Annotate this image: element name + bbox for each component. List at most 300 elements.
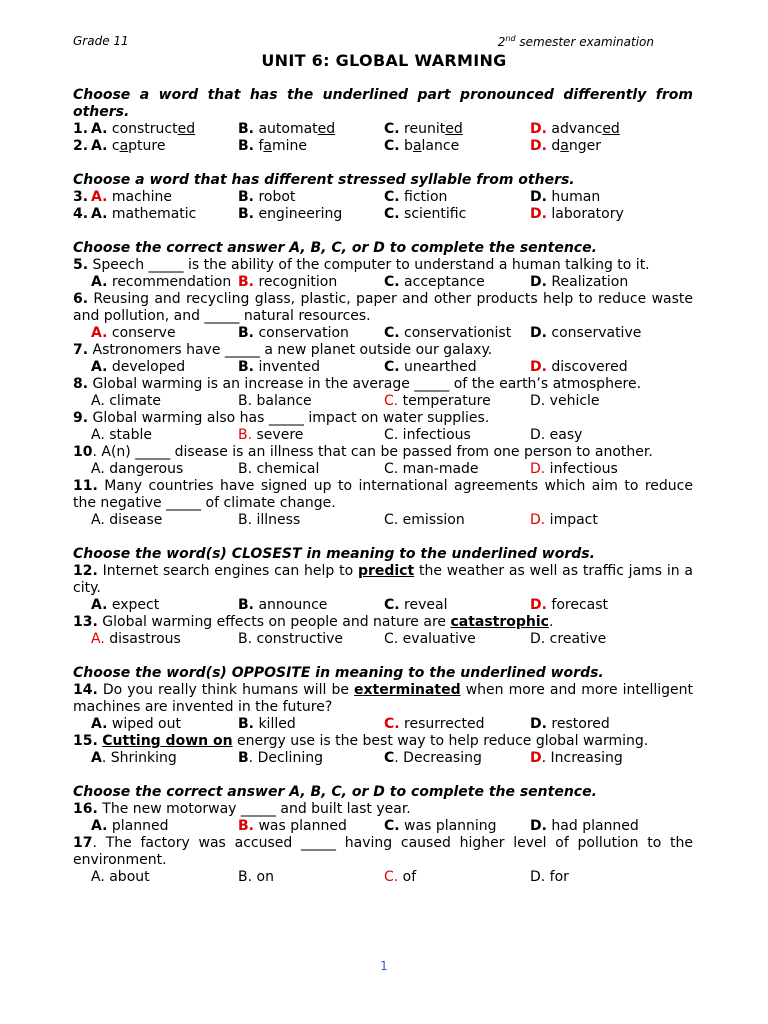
option-text: Realization: [546, 274, 629, 290]
option-text: emission: [398, 512, 465, 528]
question-number: 8.: [73, 376, 89, 392]
options-row: [73, 393, 693, 410]
answer-option: [238, 325, 384, 342]
underlined-word: Cutting down on: [102, 733, 233, 749]
question-text-post: the weather as well as traffic jams in a city.: [73, 563, 693, 596]
question-stem: [73, 291, 693, 325]
question-text-post: when more and more intelligent machines are invented in the future?: [73, 682, 694, 715]
answer-option: [238, 427, 384, 444]
options-row: [73, 750, 693, 767]
answer-option: [238, 750, 384, 767]
option-text: announce: [254, 597, 328, 613]
header-grade: Grade 11: [73, 34, 129, 48]
answer-option: [238, 716, 384, 733]
option-text: was planning: [399, 818, 497, 834]
question-stem: [73, 478, 693, 512]
question-number: [73, 512, 91, 529]
option-letter: A.: [91, 597, 108, 613]
answer-option: [238, 393, 384, 410]
option-text: engineering: [254, 206, 343, 222]
option-letter: B.: [238, 869, 253, 885]
options-row: [73, 325, 693, 342]
option-letter: B.: [238, 818, 254, 834]
section-instruction: Choose the correct answer A, B, C, or D to complete the sentence.: [73, 240, 597, 256]
option-text: climate: [104, 393, 162, 409]
question-number: [73, 818, 91, 835]
option-letter: C.: [384, 461, 399, 477]
options-row: [73, 818, 693, 835]
question-number: [73, 427, 91, 444]
option-text: constructive: [252, 631, 344, 647]
answer-option: B. famine: [238, 138, 307, 154]
options-row: [73, 189, 693, 206]
question-text: Reusing and recycling glass, plastic, paper and other products help to reduce waste and pollution, and _____ natural resources.: [73, 291, 693, 324]
option-text: planned: [107, 818, 169, 834]
question-number: 11.: [73, 478, 98, 494]
question-text: The new motorway _____ and built last year.: [97, 801, 411, 817]
answer-option: [530, 750, 693, 767]
option-letter: A.: [91, 869, 105, 885]
option-letter: C.: [384, 206, 400, 222]
option-text: severe: [252, 427, 304, 443]
options-row: [73, 274, 693, 291]
option-letter: B.: [238, 121, 254, 137]
option-letter: B.: [238, 206, 254, 222]
option-letter: C.: [384, 189, 400, 205]
option-letter: C.: [384, 512, 399, 528]
option-letter: C.: [384, 818, 400, 834]
option-text: unearthed: [399, 359, 477, 375]
option-letter: C.: [384, 427, 399, 443]
option-text: restored: [546, 716, 610, 732]
question-number: 10: [73, 444, 93, 460]
option-text: about: [104, 869, 150, 885]
question-number: 2.: [73, 138, 89, 154]
answer-option: [384, 393, 530, 410]
answer-option: [91, 393, 238, 410]
question-stem: [73, 614, 693, 631]
question-number: 14.: [73, 682, 98, 698]
header-semester-text: semester examination: [515, 35, 654, 49]
option-text: wiped out: [107, 716, 181, 732]
options-row: [73, 121, 693, 138]
option-text: conservation: [254, 325, 349, 341]
option-text: easy: [545, 427, 583, 443]
question-text-pre: Global warming effects on people and nature are: [97, 614, 451, 630]
answer-option: [530, 325, 693, 342]
answer-option: [384, 461, 530, 478]
question-stem: [73, 410, 693, 427]
section-instruction: Choose the word(s) OPPOSITE in meaning to the underlined words.: [73, 665, 604, 681]
option-letter: C.: [384, 631, 399, 647]
option-letter: C.: [384, 121, 400, 137]
underlined-sound: a: [119, 138, 129, 154]
section-instruction: Choose the correct answer A, B, C, or D to complete the sentence.: [73, 784, 597, 800]
option-letter: D.: [530, 121, 547, 137]
page-number: 1: [380, 959, 388, 973]
option-letter: B.: [238, 393, 253, 409]
option-letter: D.: [530, 716, 547, 732]
option-letter: B.: [238, 359, 254, 375]
option-text: . Increasing: [541, 750, 623, 766]
answer-option: [238, 818, 384, 835]
underlined-sound: ed: [317, 121, 336, 137]
answer-option: [530, 274, 693, 291]
option-text: infectious: [398, 427, 471, 443]
answer-option: [91, 427, 238, 444]
answer-option: [530, 818, 693, 835]
underlined-sound: ed: [177, 121, 196, 137]
option-text: invented: [254, 359, 320, 375]
exam-section: [73, 240, 693, 529]
exam-section: [73, 172, 693, 223]
question-stem: [73, 563, 693, 597]
question-number: 7.: [73, 342, 89, 358]
answer-option: [530, 631, 693, 648]
answer-option: [238, 597, 384, 614]
option-letter: D.: [530, 274, 547, 290]
underlined-word: catastrophic: [450, 614, 549, 630]
question-number: 13.: [73, 614, 98, 630]
answer-option: [238, 359, 384, 376]
answer-option: [384, 512, 530, 529]
section-instruction: Choose the word(s) CLOSEST in meaning to the underlined words.: [73, 546, 595, 562]
option-letter: A.: [91, 189, 108, 205]
option-text: . Declining: [248, 750, 323, 766]
option-letter: D: [530, 750, 542, 766]
answer-option: [238, 189, 384, 206]
option-letter: B.: [238, 274, 254, 290]
answer-option: C. reunited: [384, 121, 463, 137]
option-letter: A.: [91, 631, 105, 647]
option-letter: A.: [91, 818, 108, 834]
answer-option: [530, 512, 693, 529]
option-text: fiction: [399, 189, 448, 205]
section-instruction: Choose a word that has different stressed syllable from others.: [73, 172, 575, 188]
answer-option: [91, 206, 238, 223]
exam-section: [73, 546, 693, 648]
option-text: killed: [254, 716, 296, 732]
option-letter: C.: [384, 716, 400, 732]
question-text: Global warming is an increase in the average _____ of the earth’s atmosphere.: [88, 376, 642, 392]
answer-option: [384, 750, 530, 767]
question-text-post: energy use is the best way to help reduce global warming.: [232, 733, 649, 749]
option-text: was planned: [254, 818, 347, 834]
option-text: acceptance: [399, 274, 485, 290]
option-text: mathematic: [107, 206, 197, 222]
option-text: for: [545, 869, 569, 885]
underlined-sound: a: [560, 138, 569, 154]
options-row: [73, 461, 693, 478]
option-letter: A.: [91, 325, 108, 341]
answer-option: [91, 359, 238, 376]
option-letter: B: [238, 750, 249, 766]
underlined-sound: ed: [445, 121, 463, 137]
answer-option: [384, 818, 530, 835]
option-letter: D.: [530, 325, 547, 341]
option-letter: D.: [530, 631, 546, 647]
option-letter: B.: [238, 138, 254, 154]
option-letter: B.: [238, 427, 253, 443]
question-number: 17: [73, 835, 93, 851]
question-number: 1.: [73, 121, 89, 137]
question-number: 5.: [73, 257, 89, 273]
option-letter: D.: [530, 512, 546, 528]
question-text-post: .: [548, 614, 554, 630]
question-number: 16.: [73, 801, 98, 817]
option-text: disease: [104, 512, 163, 528]
question-text: . The factory was accused _____ having caused higher level of pollution to the environment.: [73, 835, 693, 868]
option-text: laboratory: [546, 206, 624, 222]
option-letter: D.: [530, 359, 547, 375]
answer-option: [91, 716, 238, 733]
answer-option: [530, 597, 693, 614]
option-letter: A.: [91, 206, 108, 222]
answer-option: [238, 512, 384, 529]
option-letter: A.: [91, 393, 105, 409]
question-number: [73, 631, 91, 648]
option-letter: D.: [530, 869, 546, 885]
option-text: conservationist: [399, 325, 512, 341]
option-letter: B.: [238, 461, 253, 477]
question-text: Astronomers have _____ a new planet outside our galaxy.: [88, 342, 493, 358]
option-text: recognition: [254, 274, 338, 290]
option-text: resurrected: [399, 716, 485, 732]
option-letter: B.: [238, 631, 253, 647]
question-number: 9.: [73, 410, 89, 426]
answer-option: [530, 461, 693, 478]
option-letter: B.: [238, 512, 253, 528]
question-number: 3.: [73, 189, 89, 205]
option-text: man-made: [398, 461, 479, 477]
option-letter: C.: [384, 138, 400, 154]
question-text: . A(n) _____ disease is an illness that can be passed from one person to another.: [92, 444, 653, 460]
answer-option: [384, 597, 530, 614]
option-text: impact: [545, 512, 598, 528]
answer-option: [238, 631, 384, 648]
underlined-word: exterminated: [354, 682, 461, 698]
question-stem: [73, 733, 693, 750]
option-text: conserve: [107, 325, 176, 341]
question-stem: [73, 801, 693, 818]
header-semester-sup: nd: [505, 34, 516, 43]
question-stem: [73, 376, 693, 393]
question-text-pre: Do you really think humans will be: [97, 682, 355, 698]
answer-option: [384, 869, 530, 886]
option-letter: B.: [238, 597, 254, 613]
question-number: [73, 274, 91, 291]
answer-option: [384, 716, 530, 733]
answer-option: [530, 189, 693, 206]
underlined-sound: a: [263, 138, 272, 154]
option-text: infectious: [545, 461, 618, 477]
option-text: reveal: [399, 597, 448, 613]
options-row: [73, 427, 693, 444]
option-text: conservative: [546, 325, 642, 341]
answer-option: [91, 818, 238, 835]
option-text: . Decreasing: [394, 750, 482, 766]
answer-option: A. capture: [91, 138, 166, 154]
option-letter: B.: [238, 716, 254, 732]
underlined-word: predict: [357, 563, 415, 579]
question-stem: [73, 444, 693, 461]
question-stem: [73, 682, 693, 716]
option-text: chemical: [252, 461, 320, 477]
option-letter: A.: [91, 274, 108, 290]
answer-option: D. danger: [530, 138, 602, 154]
option-letter: C.: [384, 597, 400, 613]
answer-option: [384, 274, 530, 291]
question-text: Speech _____ is the ability of the computer to understand a human talking to it.: [88, 257, 650, 273]
answer-option: [530, 427, 693, 444]
option-letter: A: [91, 750, 102, 766]
option-text: scientific: [399, 206, 467, 222]
option-text: had planned: [546, 818, 639, 834]
answer-option: A. constructed: [91, 121, 196, 137]
question-number: [73, 597, 91, 614]
option-letter: A.: [91, 138, 108, 154]
answer-option: B. automated: [238, 121, 336, 137]
page-title: UNIT 6: GLOBAL WARMING: [261, 51, 507, 70]
answer-option: [384, 325, 530, 342]
option-text: developed: [107, 359, 186, 375]
option-text: robot: [254, 189, 296, 205]
option-letter: D.: [530, 427, 546, 443]
option-letter: C.: [384, 359, 400, 375]
answer-option: [384, 189, 530, 206]
answer-option: [384, 206, 530, 223]
option-text: illness: [252, 512, 301, 528]
options-row: [73, 138, 693, 155]
question-stem: [73, 342, 693, 359]
underlined-sound: ed: [602, 121, 620, 137]
question-number: [73, 750, 91, 767]
option-letter: B.: [238, 189, 254, 205]
option-letter: A.: [91, 716, 108, 732]
option-text: balance: [252, 393, 312, 409]
option-letter: B.: [238, 325, 254, 341]
answer-option: [530, 869, 693, 886]
option-letter: A.: [91, 461, 105, 477]
option-letter: D.: [530, 818, 547, 834]
answer-option: [384, 427, 530, 444]
question-stem: [73, 257, 693, 274]
answer-option: [91, 189, 238, 206]
option-text: evaluative: [398, 631, 476, 647]
answer-option: [91, 869, 238, 886]
header-semester-num: 2: [497, 35, 506, 49]
question-number: [73, 325, 91, 342]
option-text: expect: [107, 597, 160, 613]
question-text-pre: Internet search engines can help to: [97, 563, 358, 579]
option-letter: D.: [530, 189, 547, 205]
option-letter: A.: [91, 427, 105, 443]
header-semester: [498, 34, 654, 49]
option-letter: D.: [530, 461, 546, 477]
answer-option: [91, 274, 238, 291]
option-letter: A.: [91, 121, 108, 137]
option-text: temperature: [398, 393, 491, 409]
options-row: [73, 512, 693, 529]
exam-section: [73, 87, 693, 155]
question-number: [73, 461, 91, 478]
options-row: [73, 716, 693, 733]
answer-option: [91, 461, 238, 478]
question-number: [73, 716, 91, 733]
answer-option: D. advanced: [530, 121, 620, 137]
option-letter: C.: [384, 869, 399, 885]
options-row: [73, 359, 693, 376]
option-text: . Shrinking: [101, 750, 177, 766]
question-text: Many countries have signed up to international agreements which aim to reduce the negative _____ of climate change.: [73, 478, 693, 511]
option-letter: D.: [530, 393, 546, 409]
answer-option: [238, 206, 384, 223]
option-letter: C.: [384, 274, 400, 290]
answer-option: C. balance: [384, 138, 460, 154]
option-letter: A.: [91, 359, 108, 375]
answer-option: [91, 750, 238, 767]
answer-option: [91, 631, 238, 648]
question-number: [73, 869, 91, 886]
question-number: 15.: [73, 733, 98, 749]
answer-option: [91, 512, 238, 529]
exam-content: [73, 87, 693, 903]
question-number: [73, 393, 91, 410]
question-text: Global warming also has _____ impact on water supplies.: [88, 410, 490, 426]
underlined-sound: a: [412, 138, 422, 154]
option-text: stable: [104, 427, 152, 443]
option-text: vehicle: [545, 393, 600, 409]
section-instruction: Choose a word that has the underlined part pronounced differently from others.: [73, 87, 693, 120]
answer-option: [530, 206, 693, 223]
answer-option: [530, 716, 693, 733]
question-stem: [73, 835, 693, 869]
answer-option: [91, 325, 238, 342]
option-text: discovered: [546, 359, 628, 375]
answer-option: [238, 461, 384, 478]
options-row: [73, 597, 693, 614]
option-text: forecast: [546, 597, 609, 613]
option-letter: C.: [384, 393, 399, 409]
answer-option: [384, 359, 530, 376]
option-text: creative: [545, 631, 607, 647]
answer-option: [238, 274, 384, 291]
options-row: [73, 206, 693, 223]
option-letter: A.: [91, 512, 105, 528]
option-text: disastrous: [104, 631, 181, 647]
exam-section: [73, 784, 693, 886]
answer-option: [530, 359, 693, 376]
question-number: 4.: [73, 206, 89, 222]
option-letter: C.: [384, 325, 400, 341]
exam-section: [73, 665, 693, 767]
option-text: machine: [107, 189, 173, 205]
option-letter: C: [384, 750, 395, 766]
option-letter: D.: [530, 597, 547, 613]
answer-option: [238, 869, 384, 886]
answer-option: [91, 597, 238, 614]
option-text: of: [398, 869, 417, 885]
answer-option: [530, 393, 693, 410]
question-number: 6.: [73, 291, 89, 307]
options-row: [73, 869, 693, 886]
question-number: 12.: [73, 563, 98, 579]
answer-option: [384, 631, 530, 648]
option-text: recommendation: [107, 274, 232, 290]
question-number: [73, 359, 91, 376]
option-letter: D.: [530, 206, 547, 222]
option-text: on: [252, 869, 274, 885]
